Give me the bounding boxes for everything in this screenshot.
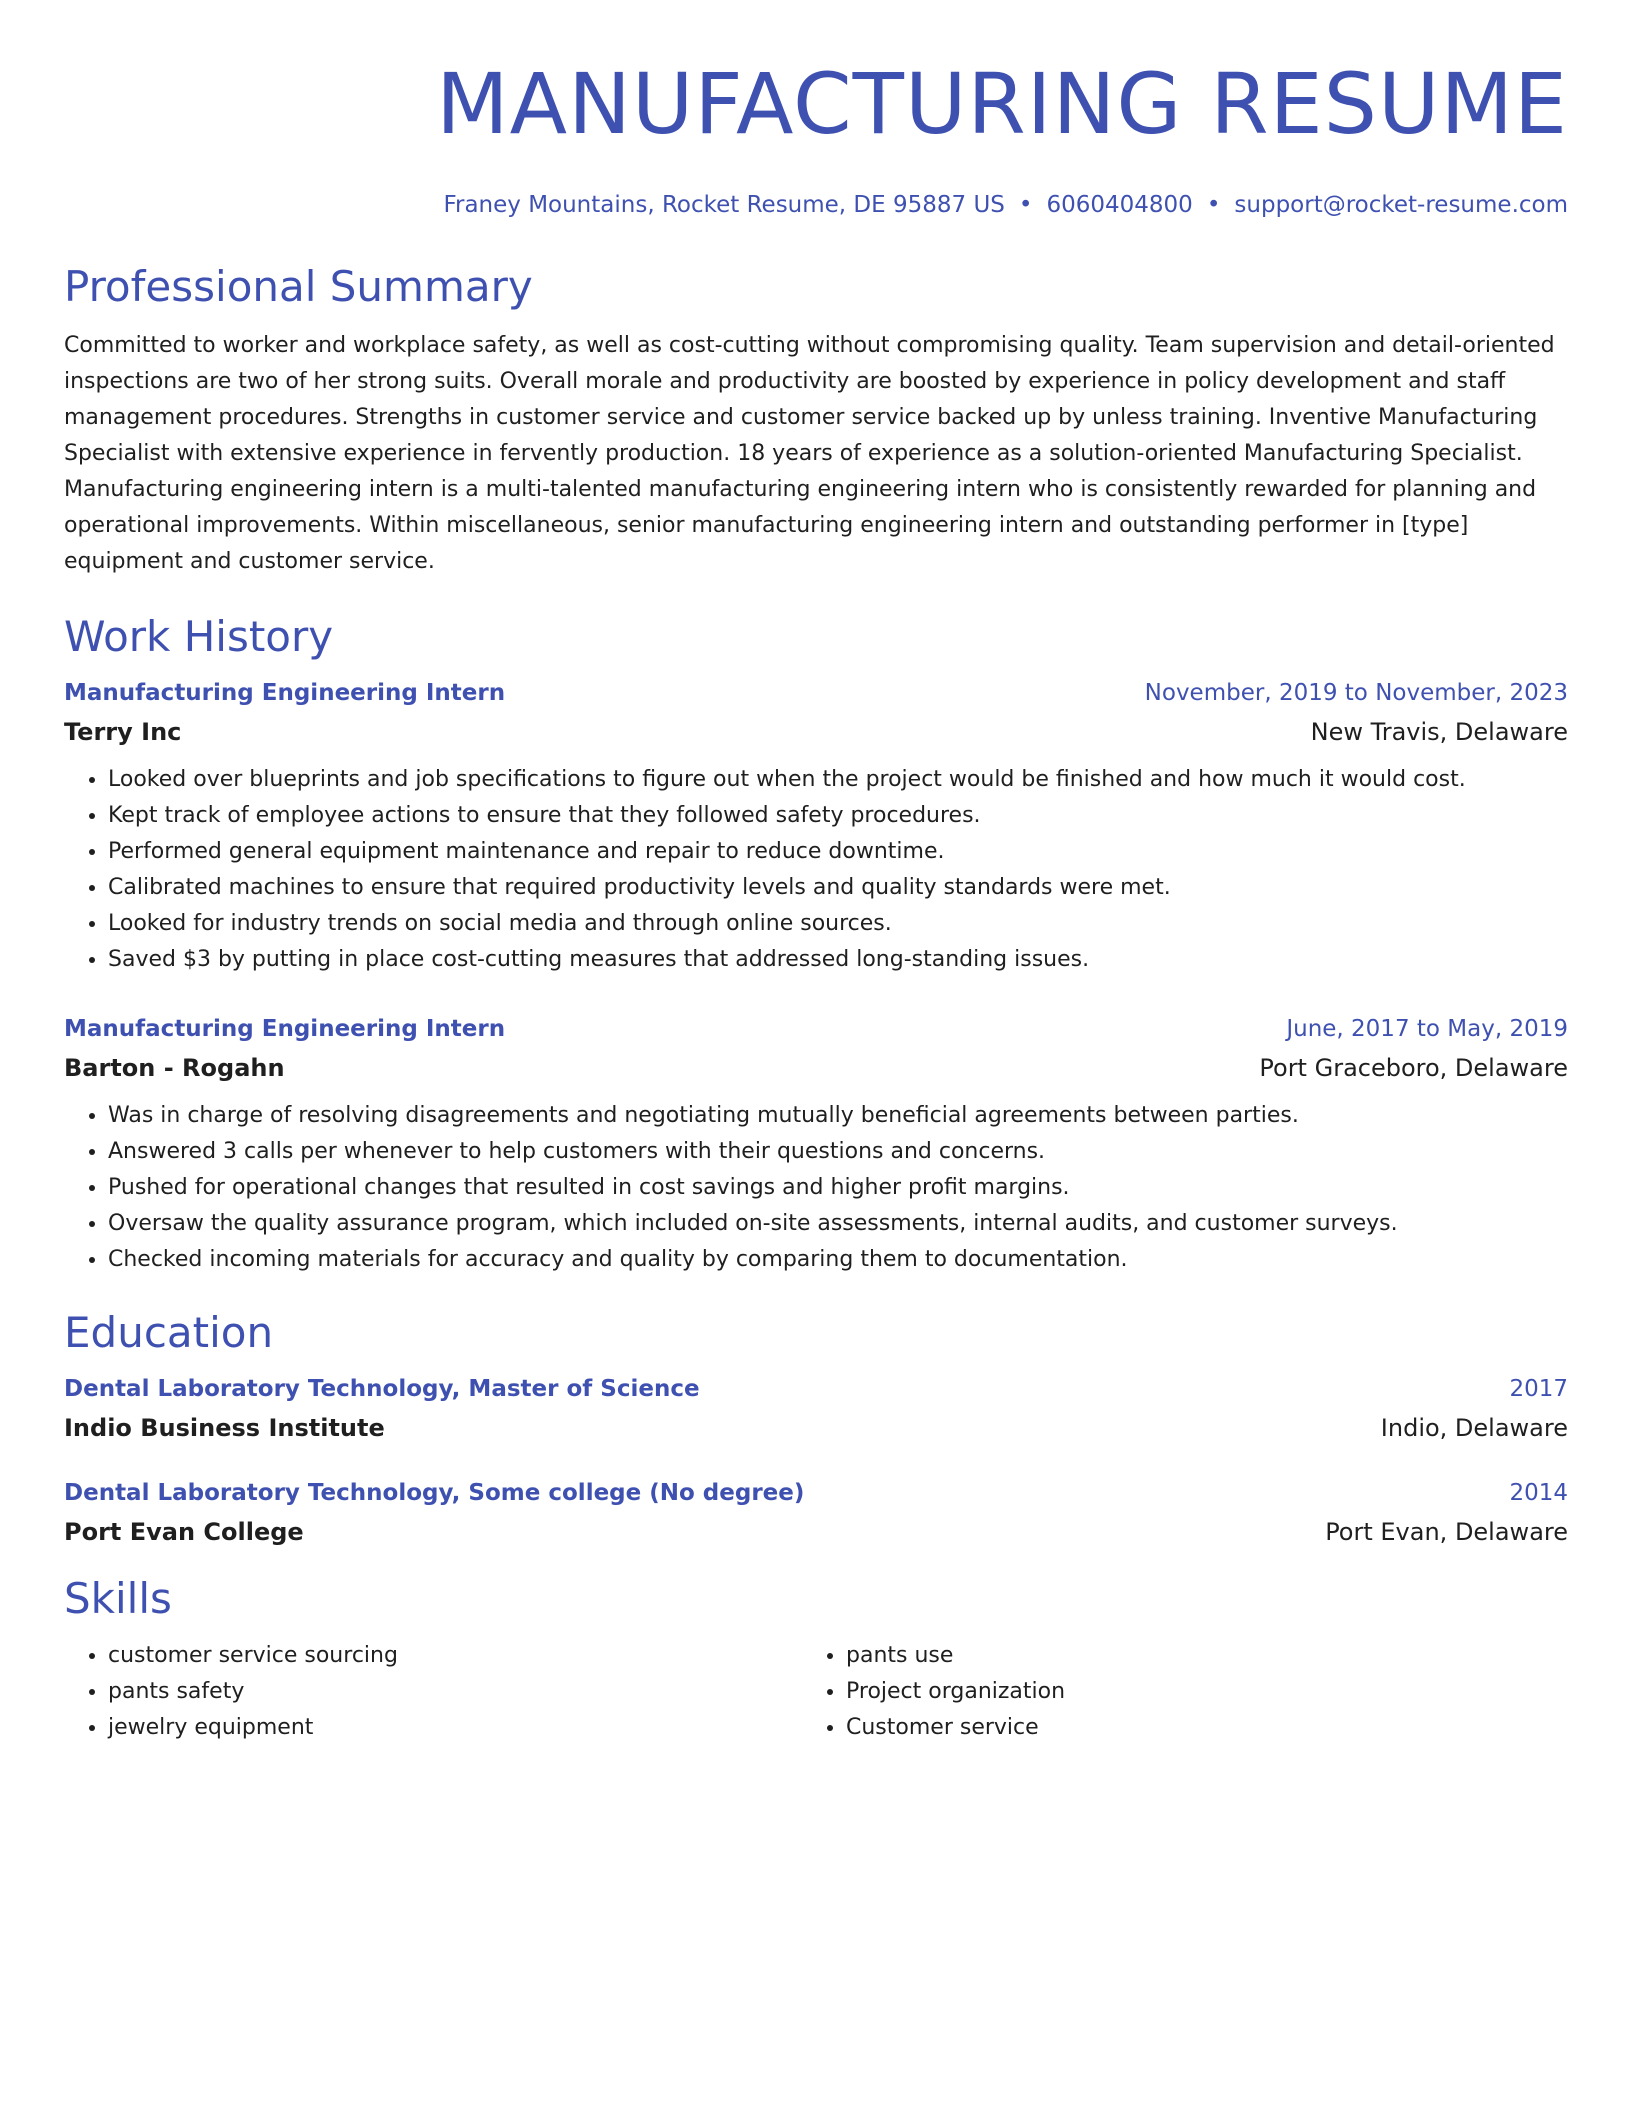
education-school: Port Evan College xyxy=(64,1518,304,1546)
education-school-row xyxy=(64,1516,1568,1548)
education-header xyxy=(64,1374,1568,1404)
contact-line xyxy=(64,190,1568,220)
job-bullet: • Calibrated machines to ensure that required productivity levels and quality standards were met. xyxy=(108,870,1568,906)
education-entry xyxy=(64,1374,1568,1444)
job-dates: June, 2017 to May, 2019 xyxy=(1286,1016,1568,1042)
contact-separator: • xyxy=(1206,192,1221,218)
education-header xyxy=(64,1478,1568,1508)
section-title-skills: Skills xyxy=(64,1574,172,1623)
job-bullet: • Kept track of employee actions to ensure that they followed safety procedures. xyxy=(108,798,1568,834)
job-entry xyxy=(64,1014,1568,1278)
skill-item: • jewelry equipment xyxy=(108,1710,802,1746)
section-title-summary: Professional Summary xyxy=(64,262,533,311)
job-bullet: • Pushed for operational changes that resulted in cost savings and higher profit margins. xyxy=(108,1170,1568,1206)
skill-item: • Customer service xyxy=(846,1710,1540,1746)
job-dates: November, 2019 to November, 2023 xyxy=(1144,680,1568,706)
job-company: Barton - Rogahn xyxy=(64,1054,285,1082)
skill-item: • Project organization xyxy=(846,1674,1540,1710)
skill-item: • pants use xyxy=(846,1638,1540,1674)
skill-item: • pants safety xyxy=(108,1674,802,1710)
job-header xyxy=(64,1014,1568,1044)
job-header xyxy=(64,678,1568,708)
job-company-row xyxy=(64,716,1568,748)
job-bullet: • Oversaw the quality assurance program, which included on-site assessments, internal audits, and customer surveys. xyxy=(108,1206,1568,1242)
skill-item: • customer service sourcing xyxy=(108,1638,802,1674)
contact-email: support@rocket-resume.com xyxy=(1234,192,1568,218)
job-location: Port Graceboro, Delaware xyxy=(1259,1054,1568,1082)
job-bullet: • Checked incoming materials for accuracy and quality by comparing them to documentation. xyxy=(108,1242,1568,1278)
job-bullets xyxy=(64,1098,1568,1278)
job-bullet: • Was in charge of resolving disagreements and negotiating mutually beneficial agreements between parties. xyxy=(108,1098,1568,1134)
education-year: 2014 xyxy=(1509,1480,1568,1506)
education-year: 2017 xyxy=(1509,1376,1568,1402)
education-location: Port Evan, Delaware xyxy=(1325,1518,1568,1546)
section-title-education: Education xyxy=(64,1308,274,1357)
contact-phone: 6060404800 xyxy=(1046,192,1193,218)
job-bullet: • Looked for industry trends on social media and through online sources. xyxy=(108,906,1568,942)
job-position: Manufacturing Engineering Intern xyxy=(64,1016,506,1042)
skills-grid xyxy=(64,1638,1568,1746)
job-bullet: • Answered 3 calls per whenever to help customers with their questions and concerns. xyxy=(108,1134,1568,1170)
job-bullets xyxy=(64,762,1568,978)
education-entry xyxy=(64,1478,1568,1548)
section-title-work-history: Work History xyxy=(64,612,334,661)
job-position: Manufacturing Engineering Intern xyxy=(64,680,506,706)
education-school-row xyxy=(64,1412,1568,1444)
job-location: New Travis, Delaware xyxy=(1310,718,1568,746)
education-location: Indio, Delaware xyxy=(1380,1414,1568,1442)
job-company-row xyxy=(64,1052,1568,1084)
contact-address: Franey Mountains, Rocket Resume, DE 95887 US xyxy=(443,192,1005,218)
summary-text: Committed to worker and workplace safety, as well as cost-cutting without compromising quality. Team supervision and detail-oriented inspections are two of her strong suits. Overall morale and productivity are boosted by experience in policy development and staff management procedures. Strengths in customer service and customer service backed up by unless training. Inventive Manufacturing Specialist with extensive experience in fervently production. 18 years of experience as a solution-oriented Manufacturing Specialist. Manufacturing engineering intern is a multi-talented manufacturing engineering intern who is consistently rewarded for planning and operational improvements. Within miscellaneous, senior manufacturing engineering intern and outstanding performer in [type] equipment and customer service. xyxy=(64,333,1555,574)
skills-column-left xyxy=(64,1638,802,1746)
contact-separator: • xyxy=(1018,192,1033,218)
job-bullet: • Saved $3 by putting in place cost-cutting measures that addressed long-standing issues. xyxy=(108,942,1568,978)
job-bullet: • Looked over blueprints and job specifications to figure out when the project would be finished and how much it would cost. xyxy=(108,762,1568,798)
education-degree: Dental Laboratory Technology, Some college (No degree) xyxy=(64,1480,805,1506)
education-school: Indio Business Institute xyxy=(64,1414,385,1442)
job-bullet: • Performed general equipment maintenance and repair to reduce downtime. xyxy=(108,834,1568,870)
job-company: Terry Inc xyxy=(64,718,182,746)
job-entry xyxy=(64,678,1568,978)
education-degree: Dental Laboratory Technology, Master of Science xyxy=(64,1376,700,1402)
resume-title: MANUFACTURING RESUME xyxy=(436,55,1568,153)
skills-column-right xyxy=(802,1638,1540,1746)
